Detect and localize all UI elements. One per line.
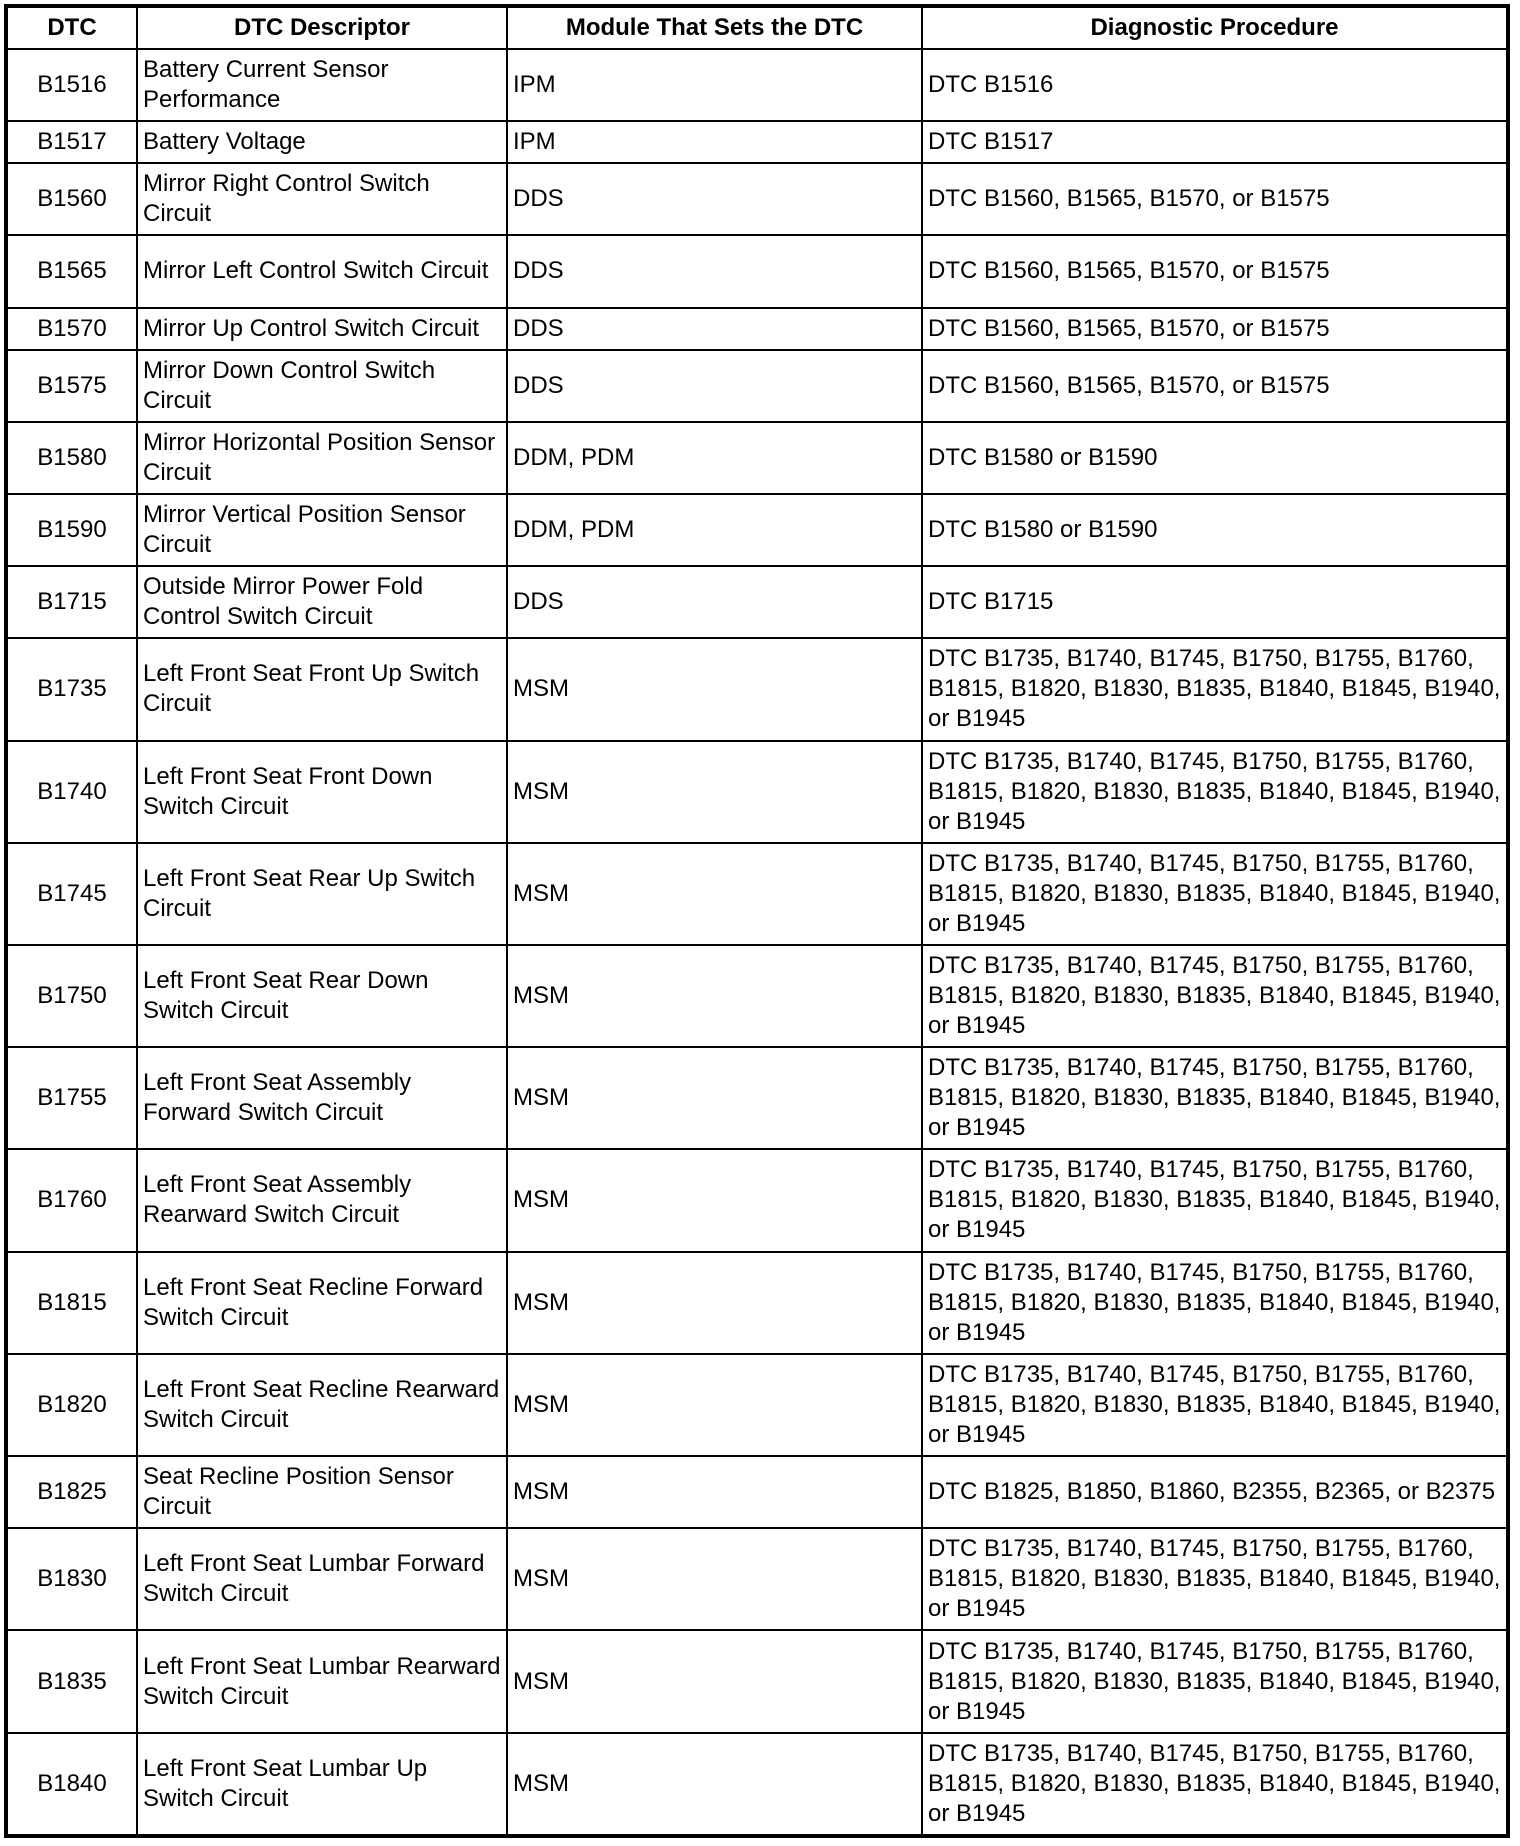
dtc-code-cell: B1570 [7, 308, 137, 350]
dtc-code-cell: B1517 [7, 121, 137, 163]
module-cell: DDS [507, 163, 922, 235]
module-cell: MSM [507, 1354, 922, 1456]
diagnostic-procedure-cell: DTC B1735, B1740, B1745, B1750, B1755, B1760, B1815, B1820, B1830, B1835, B1840, B1845, B1940, or B1945 [922, 1630, 1507, 1732]
dtc-code-cell: B1565 [7, 235, 137, 307]
dtc-descriptor-cell: Mirror Right Control Switch Circuit [137, 163, 507, 235]
dtc-code-cell: B1840 [7, 1733, 137, 1835]
diagnostic-procedure-cell: DTC B1735, B1740, B1745, B1750, B1755, B1760, B1815, B1820, B1830, B1835, B1840, B1845, B1940, or B1945 [922, 1149, 1507, 1251]
diagnostic-procedure-cell: DTC B1735, B1740, B1745, B1750, B1755, B1760, B1815, B1820, B1830, B1835, B1840, B1845, B1940, or B1945 [922, 638, 1507, 740]
header-diagnostic-procedure: Diagnostic Procedure [922, 7, 1507, 49]
dtc-code-cell: B1750 [7, 945, 137, 1047]
table-row [7, 1149, 1507, 1251]
diagnostic-procedure-cell: DTC B1735, B1740, B1745, B1750, B1755, B1760, B1815, B1820, B1830, B1835, B1840, B1845, B1940, or B1945 [922, 1354, 1507, 1456]
diagnostic-procedure-cell: DTC B1560, B1565, B1570, or B1575 [922, 350, 1507, 422]
table-row [7, 1456, 1507, 1528]
table-row [7, 843, 1507, 945]
dtc-descriptor-cell: Mirror Vertical Position Sensor Circuit [137, 494, 507, 566]
dtc-descriptor-cell: Left Front Seat Front Up Switch Circuit [137, 638, 507, 740]
module-cell: MSM [507, 945, 922, 1047]
table-row [7, 741, 1507, 843]
dtc-descriptor-cell: Left Front Seat Lumbar Up Switch Circuit [137, 1733, 507, 1835]
dtc-code-cell: B1715 [7, 566, 137, 638]
diagnostic-procedure-cell: DTC B1580 or B1590 [922, 422, 1507, 494]
diagnostic-procedure-cell: DTC B1735, B1740, B1745, B1750, B1755, B1760, B1815, B1820, B1830, B1835, B1840, B1845, B1940, or B1945 [922, 741, 1507, 843]
table-row [7, 1354, 1507, 1456]
table-row [7, 235, 1507, 307]
table-row [7, 1733, 1507, 1835]
module-cell: DDS [507, 350, 922, 422]
dtc-descriptor-cell: Outside Mirror Power Fold Control Switch Circuit [137, 566, 507, 638]
dtc-code-cell: B1740 [7, 741, 137, 843]
table-row [7, 121, 1507, 163]
dtc-code-cell: B1745 [7, 843, 137, 945]
dtc-code-cell: B1825 [7, 1456, 137, 1528]
diagnostic-procedure-cell: DTC B1560, B1565, B1570, or B1575 [922, 235, 1507, 307]
table-row [7, 350, 1507, 422]
dtc-descriptor-cell: Left Front Seat Assembly Rearward Switch Circuit [137, 1149, 507, 1251]
table-row [7, 422, 1507, 494]
dtc-table [6, 6, 1508, 1836]
dtc-descriptor-cell: Left Front Seat Rear Up Switch Circuit [137, 843, 507, 945]
module-cell: IPM [507, 121, 922, 163]
table-row [7, 163, 1507, 235]
dtc-descriptor-cell: Left Front Seat Recline Rearward Switch Circuit [137, 1354, 507, 1456]
dtc-code-cell: B1580 [7, 422, 137, 494]
module-cell: DDM, PDM [507, 494, 922, 566]
dtc-code-cell: B1815 [7, 1252, 137, 1354]
table-row [7, 308, 1507, 350]
dtc-descriptor-cell: Left Front Seat Assembly Forward Switch Circuit [137, 1047, 507, 1149]
diagnostic-procedure-cell: DTC B1560, B1565, B1570, or B1575 [922, 308, 1507, 350]
header-dtc: DTC [7, 7, 137, 49]
module-cell: IPM [507, 49, 922, 121]
table-body [7, 49, 1507, 1835]
dtc-code-cell: B1760 [7, 1149, 137, 1251]
table-row [7, 1047, 1507, 1149]
module-cell: MSM [507, 1047, 922, 1149]
dtc-descriptor-cell: Mirror Up Control Switch Circuit [137, 308, 507, 350]
module-cell: MSM [507, 1252, 922, 1354]
dtc-descriptor-cell: Left Front Seat Front Down Switch Circuit [137, 741, 507, 843]
dtc-descriptor-cell: Battery Current Sensor Performance [137, 49, 507, 121]
diagnostic-procedure-cell: DTC B1580 or B1590 [922, 494, 1507, 566]
diagnostic-procedure-cell: DTC B1825, B1850, B1860, B2355, B2365, or B2375 [922, 1456, 1507, 1528]
diagnostic-procedure-cell: DTC B1517 [922, 121, 1507, 163]
module-cell: DDS [507, 566, 922, 638]
diagnostic-procedure-cell: DTC B1560, B1565, B1570, or B1575 [922, 163, 1507, 235]
dtc-code-cell: B1560 [7, 163, 137, 235]
diagnostic-procedure-cell: DTC B1735, B1740, B1745, B1750, B1755, B1760, B1815, B1820, B1830, B1835, B1840, B1845, B1940, or B1945 [922, 1047, 1507, 1149]
dtc-descriptor-cell: Mirror Horizontal Position Sensor Circuit [137, 422, 507, 494]
dtc-code-cell: B1735 [7, 638, 137, 740]
dtc-descriptor-cell: Mirror Left Control Switch Circuit [137, 235, 507, 307]
diagnostic-procedure-cell: DTC B1735, B1740, B1745, B1750, B1755, B1760, B1815, B1820, B1830, B1835, B1840, B1845, B1940, or B1945 [922, 1733, 1507, 1835]
table-row [7, 638, 1507, 740]
dtc-code-cell: B1516 [7, 49, 137, 121]
diagnostic-procedure-cell: DTC B1735, B1740, B1745, B1750, B1755, B1760, B1815, B1820, B1830, B1835, B1840, B1845, B1940, or B1945 [922, 945, 1507, 1047]
table-row [7, 494, 1507, 566]
diagnostic-procedure-cell: DTC B1735, B1740, B1745, B1750, B1755, B1760, B1815, B1820, B1830, B1835, B1840, B1845, B1940, or B1945 [922, 1528, 1507, 1630]
table-row [7, 566, 1507, 638]
dtc-descriptor-cell: Battery Voltage [137, 121, 507, 163]
diagnostic-procedure-cell: DTC B1516 [922, 49, 1507, 121]
module-cell: MSM [507, 1528, 922, 1630]
dtc-code-cell: B1835 [7, 1630, 137, 1732]
module-cell: MSM [507, 1630, 922, 1732]
module-cell: MSM [507, 1149, 922, 1251]
dtc-code-cell: B1755 [7, 1047, 137, 1149]
dtc-descriptor-cell: Mirror Down Control Switch Circuit [137, 350, 507, 422]
dtc-descriptor-cell: Seat Recline Position Sensor Circuit [137, 1456, 507, 1528]
module-cell: DDS [507, 308, 922, 350]
dtc-code-cell: B1590 [7, 494, 137, 566]
dtc-code-cell: B1820 [7, 1354, 137, 1456]
table-row [7, 49, 1507, 121]
module-cell: MSM [507, 741, 922, 843]
module-cell: MSM [507, 1456, 922, 1528]
table-row [7, 1528, 1507, 1630]
table-row [7, 1252, 1507, 1354]
module-cell: DDM, PDM [507, 422, 922, 494]
diagnostic-procedure-cell: DTC B1715 [922, 566, 1507, 638]
dtc-descriptor-cell: Left Front Seat Lumbar Rearward Switch Circuit [137, 1630, 507, 1732]
table-row [7, 945, 1507, 1047]
header-dtc-descriptor: DTC Descriptor [137, 7, 507, 49]
table-row [7, 1630, 1507, 1732]
module-cell: MSM [507, 1733, 922, 1835]
diagnostic-procedure-cell: DTC B1735, B1740, B1745, B1750, B1755, B1760, B1815, B1820, B1830, B1835, B1840, B1845, B1940, or B1945 [922, 1252, 1507, 1354]
table-header-row [7, 7, 1507, 49]
dtc-descriptor-cell: Left Front Seat Lumbar Forward Switch Circuit [137, 1528, 507, 1630]
module-cell: MSM [507, 638, 922, 740]
dtc-code-cell: B1830 [7, 1528, 137, 1630]
dtc-descriptor-cell: Left Front Seat Recline Forward Switch Circuit [137, 1252, 507, 1354]
module-cell: MSM [507, 843, 922, 945]
header-module: Module That Sets the DTC [507, 7, 922, 49]
module-cell: DDS [507, 235, 922, 307]
dtc-code-cell: B1575 [7, 350, 137, 422]
dtc-descriptor-cell: Left Front Seat Rear Down Switch Circuit [137, 945, 507, 1047]
diagnostic-procedure-cell: DTC B1735, B1740, B1745, B1750, B1755, B1760, B1815, B1820, B1830, B1835, B1840, B1845, B1940, or B1945 [922, 843, 1507, 945]
